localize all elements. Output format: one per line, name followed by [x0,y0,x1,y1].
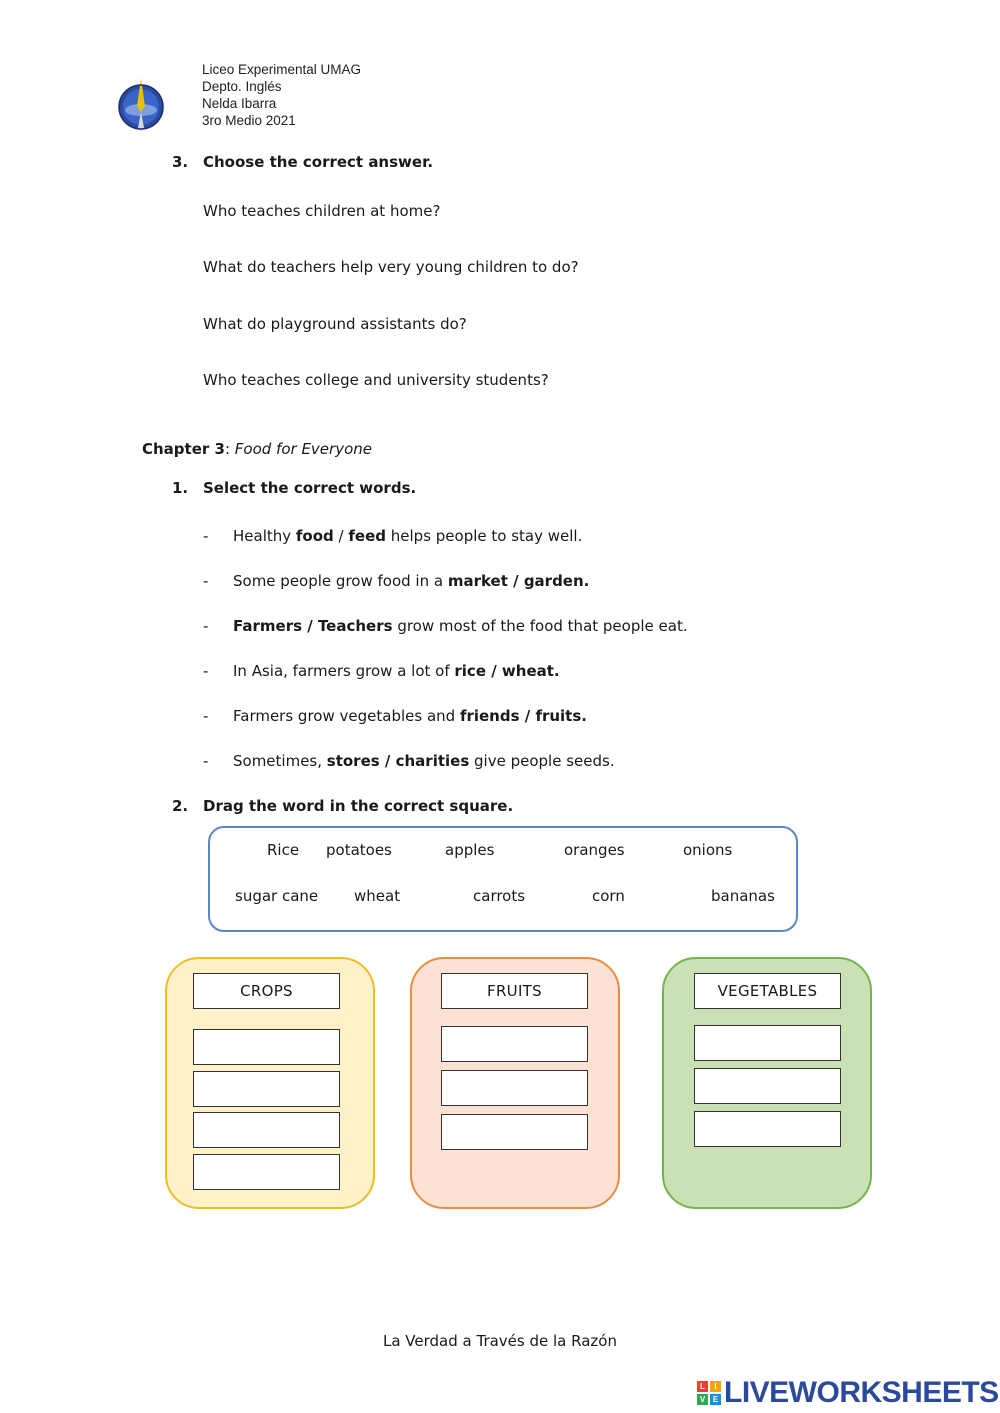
question-1: Who teaches children at home? [203,202,441,220]
draggable-word[interactable]: oranges [564,841,625,859]
vegetables-drop-slot[interactable] [694,1068,841,1104]
school-motto: La Verdad a Través de la Razón [382,1332,617,1350]
select-item-3[interactable] [233,617,688,635]
department: Depto. Inglés [202,79,282,94]
option-separator: / [333,527,349,545]
section3-number: 3. [172,153,189,171]
item-options[interactable]: rice / wheat. [454,662,560,680]
bullet-dash: - [203,752,209,770]
crops-drop-slot[interactable] [193,1071,340,1107]
school-logo [112,76,170,134]
section3-title: Choose the correct answer. [203,153,434,171]
chapter-heading [142,440,372,458]
bullet-dash: - [203,527,209,545]
liveworksheets-logo[interactable] [697,1377,999,1409]
teacher-name: Nelda Ibarra [202,96,277,111]
liveworksheets-brand: LIVEWORKSHEETS [724,1376,999,1409]
draggable-word[interactable]: sugar cane [235,887,319,905]
select-item-1[interactable] [233,527,582,545]
vegetables-drop-slot[interactable] [694,1025,841,1061]
chapter-label: Chapter 3 [142,440,225,458]
school-name: Liceo Experimental UMAG [202,62,362,77]
bullet-dash: - [203,707,209,725]
exercise1-title: Select the correct words. [203,479,417,497]
draggable-word[interactable]: apples [445,841,495,859]
item-text: Some people grow food in a [233,572,448,590]
draggable-word[interactable]: onions [683,841,733,859]
item-options[interactable]: market / garden. [447,572,590,590]
draggable-word[interactable]: Rice [267,841,300,859]
exercise2-title: Drag the word in the correct square. [203,797,514,815]
crops-drop-slot[interactable] [193,1029,340,1065]
liveworksheets-icon: L I V E [697,1381,721,1405]
chapter-separator: : [224,440,235,458]
draggable-word[interactable]: wheat [354,887,401,905]
question-2: What do teachers help very young children to do? [203,258,579,276]
bullet-dash: - [203,662,209,680]
item-options[interactable]: Farmers / Teachers [233,617,393,635]
crops-header: CROPS [193,973,340,1009]
course-name: 3ro Medio 2021 [202,113,296,128]
bullet-dash: - [203,572,209,590]
bullet-dash: - [203,617,209,635]
option-feed[interactable]: feed [348,527,386,545]
item-text: Farmers grow vegetables and [233,707,460,725]
fruits-drop-slot[interactable] [441,1070,588,1106]
draggable-word[interactable]: potatoes [326,841,392,859]
draggable-word[interactable]: carrots [473,887,526,905]
draggable-word[interactable]: bananas [711,887,775,905]
item-options[interactable]: stores / charities [326,752,470,770]
chapter-title: Food for Everyone [234,440,372,458]
select-item-6[interactable] [233,752,615,770]
select-item-4[interactable] [233,662,560,680]
exercise1-number: 1. [172,479,189,497]
question-3: What do playground assistants do? [203,315,467,333]
item-text: helps people to stay well. [386,527,583,545]
item-options[interactable]: friends / fruits. [459,707,587,725]
school-header [202,61,361,129]
item-text: In Asia, farmers grow a lot of [233,662,455,680]
crops-drop-slot[interactable] [193,1112,340,1148]
item-text: Sometimes, [233,752,327,770]
draggable-word[interactable]: corn [592,887,625,905]
select-item-2[interactable] [233,572,589,590]
item-text: give people seeds. [469,752,615,770]
fruits-drop-slot[interactable] [441,1114,588,1150]
fruits-header: FRUITS [441,973,588,1009]
select-item-5[interactable] [233,707,587,725]
fruits-drop-slot[interactable] [441,1026,588,1062]
item-text: grow most of the food that people eat. [392,617,688,635]
question-4: Who teaches college and university students? [203,371,549,389]
vegetables-header: VEGETABLES [694,973,841,1009]
item-text: Healthy [233,527,296,545]
exercise2-number: 2. [172,797,189,815]
vegetables-drop-slot[interactable] [694,1111,841,1147]
option-food[interactable]: food [295,527,334,545]
crops-drop-slot[interactable] [193,1154,340,1190]
